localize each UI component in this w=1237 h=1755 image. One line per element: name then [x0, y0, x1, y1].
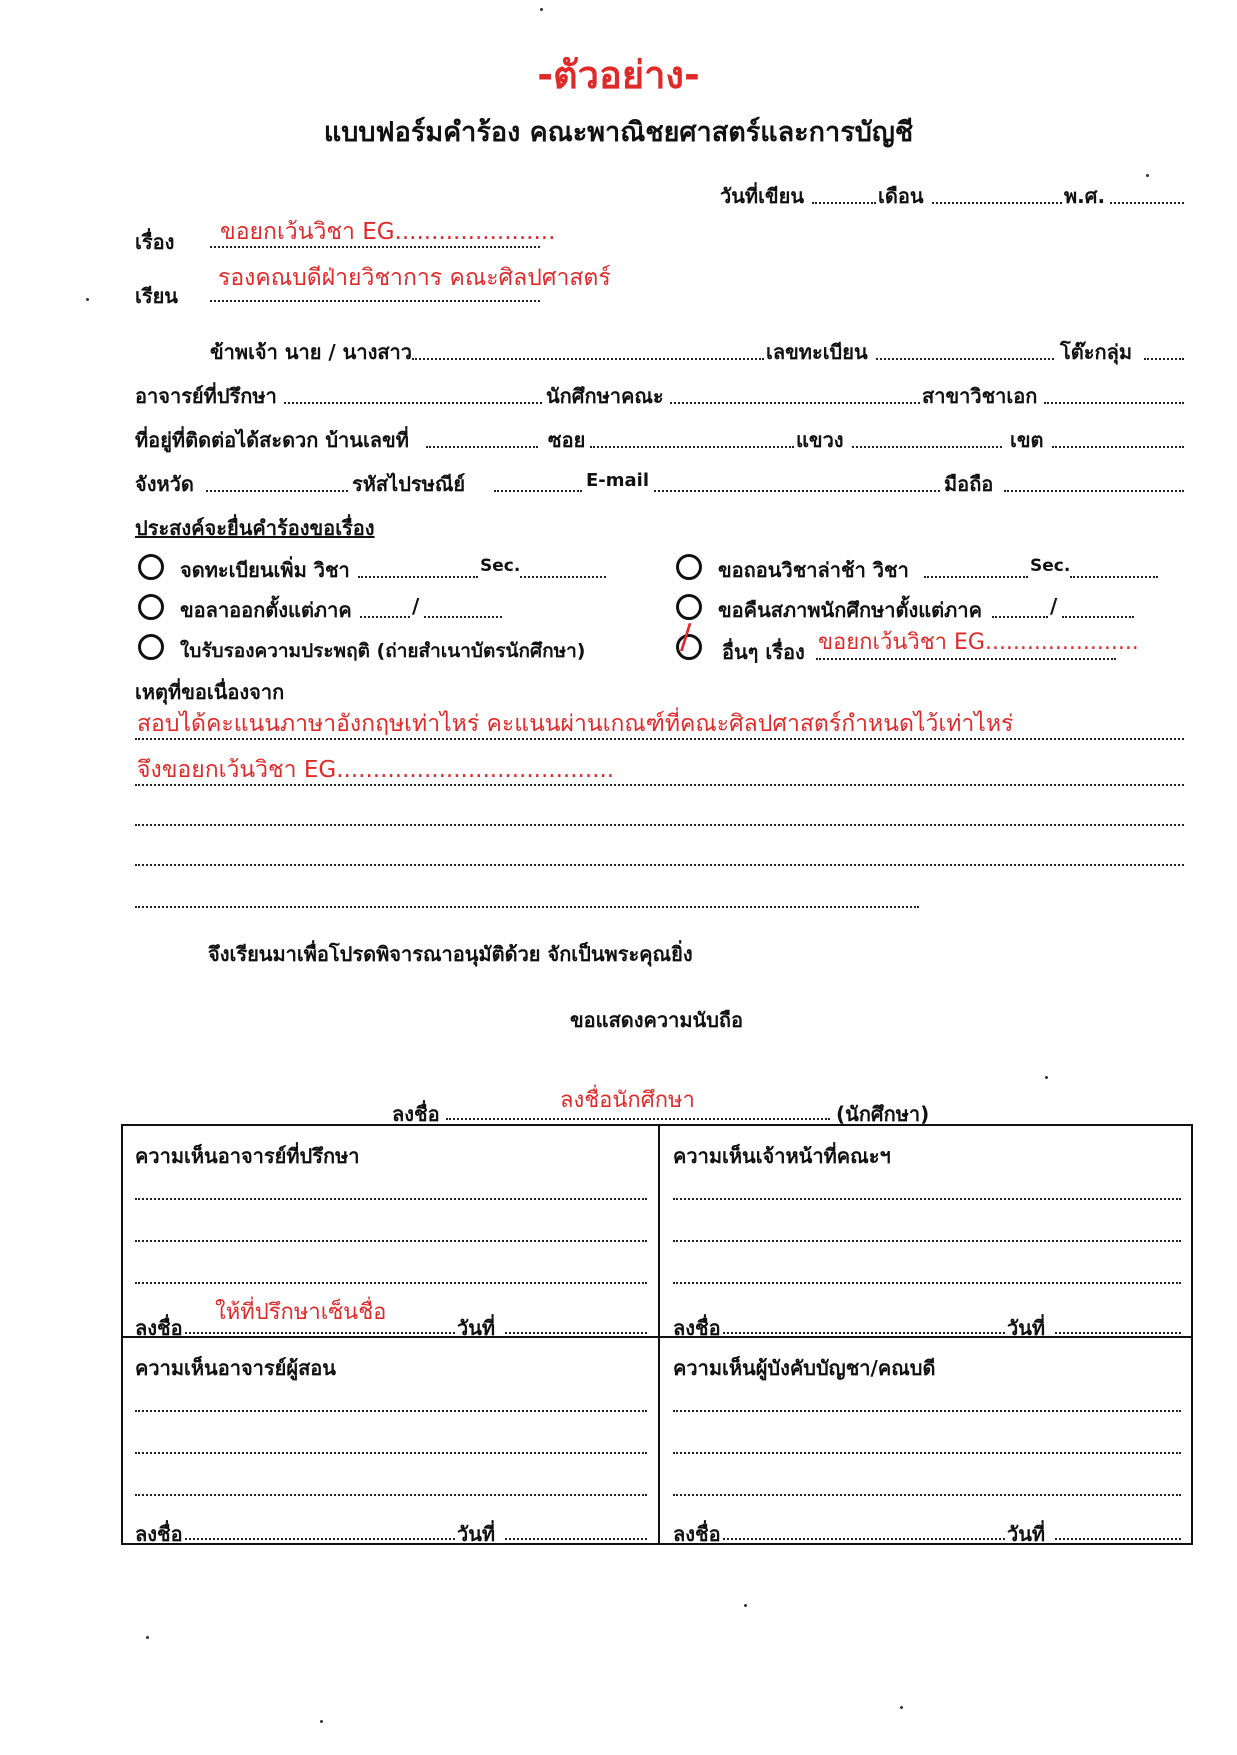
advisor-date-field[interactable]: [505, 1332, 647, 1334]
reason-line-2[interactable]: จึงขอยกเว้นวิชา EG......................................: [137, 757, 615, 783]
reinstate-semester-field[interactable]: [992, 616, 1048, 618]
addressee-value[interactable]: รองคณบดีฝ่ายวิชาการ คณะศิลปศาสตร์: [218, 265, 611, 291]
student-sign-label: ลงชื่อ: [392, 1102, 440, 1126]
dean-opinion-line-2[interactable]: [673, 1452, 1181, 1454]
month-label: เดือน: [878, 184, 924, 208]
form-title: แบบฟอร์มคำร้อง คณะพาณิชยศาสตร์และการบัญชี: [323, 117, 914, 148]
reason-label: เหตุที่ขอเนื่องจาก: [135, 680, 285, 704]
student-role-label: (นักศึกษา): [836, 1102, 930, 1126]
staff-date-field[interactable]: [1055, 1332, 1181, 1334]
student-id-label: เลขทะเบียน: [766, 340, 868, 364]
option-other-field-line: [816, 658, 1116, 660]
reason-line-4-dots[interactable]: [135, 864, 1184, 866]
option-add-course-label: จดทะเบียนเพิ่ม วิชา: [180, 558, 350, 582]
option-other-value[interactable]: ขอยกเว้นวิชา EG......................: [818, 630, 1139, 655]
year-label: พ.ศ.: [1064, 184, 1106, 208]
student-sign-line: [446, 1118, 830, 1120]
option-add-course-radio[interactable]: [138, 554, 164, 580]
written-date-field[interactable]: [812, 202, 876, 204]
name-label: ข้าพเจ้า นาย / นางสาว: [210, 340, 413, 364]
resign-semester-field[interactable]: [360, 616, 410, 618]
sample-heading: -ตัวอย่าง-: [537, 53, 700, 97]
student-signature[interactable]: ลงชื่อนักศึกษา: [560, 1088, 695, 1113]
add-course-field[interactable]: [358, 576, 478, 578]
reinstate-year-field[interactable]: [1062, 616, 1134, 618]
desk-group-field[interactable]: [1144, 358, 1184, 360]
resign-slash: /: [412, 594, 420, 618]
addressee-label: เรียน: [135, 284, 178, 308]
address-label: ที่อยู่ที่ติดต่อได้สะดวก บ้านเลขที่: [135, 428, 409, 452]
staff-opinion-title: ความเห็นเจ้าหน้าที่คณะฯ: [673, 1144, 891, 1168]
scan-speck: [320, 1720, 323, 1723]
dean-opinion-line-1[interactable]: [673, 1410, 1181, 1412]
advisor-opinion-line-1[interactable]: [135, 1198, 647, 1200]
approval-box: [121, 1124, 1193, 1545]
year-field[interactable]: [1110, 202, 1184, 204]
khet-field[interactable]: [1052, 446, 1184, 448]
request-text: จึงเรียนมาเพื่อโปรดพิจารณาอนุมัติด้วย จักเป็นพระคุณยิ่ง: [208, 942, 693, 966]
option-resign-label: ขอลาออกตั้งแต่ภาค: [180, 598, 352, 622]
scan-speck: [1045, 1076, 1048, 1079]
purpose-heading: ประสงค์จะยื่นคำร้องขอเรื่อง: [135, 516, 375, 540]
province-label: จังหวัด: [135, 472, 194, 496]
reason-line-1-dots: [135, 738, 1184, 740]
staff-opinion-line-3[interactable]: [673, 1282, 1181, 1284]
email-label: E-mail: [586, 470, 650, 491]
addressee-field-line: [210, 300, 540, 302]
instructor-opinion-line-3[interactable]: [135, 1494, 647, 1496]
khwaeng-field[interactable]: [852, 446, 1002, 448]
staff-opinion-line-1[interactable]: [673, 1198, 1181, 1200]
checkmark-icon: ∕: [680, 617, 692, 657]
email-field[interactable]: [654, 490, 940, 492]
faculty-label: นักศึกษาคณะ: [546, 384, 664, 408]
resign-year-field[interactable]: [424, 616, 502, 618]
advisor-field[interactable]: [284, 402, 542, 404]
house-number-field[interactable]: [426, 446, 538, 448]
reason-line-3-dots[interactable]: [135, 824, 1184, 826]
khet-label: เขต: [1010, 428, 1044, 452]
subject-value[interactable]: ขอยกเว้นวิชา EG......................: [220, 219, 556, 245]
late-withdraw-field[interactable]: [924, 576, 1028, 578]
subject-field-line: [210, 246, 540, 248]
student-id-field[interactable]: [876, 358, 1054, 360]
dean-opinion-line-3[interactable]: [673, 1494, 1181, 1496]
postcode-field[interactable]: [494, 490, 582, 492]
reason-line-1[interactable]: สอบได้คะแนนภาษาอังกฤษเท่าไหร่ คะแนนผ่านเกณฑ์ที่คณะศิลปศาสตร์กำหนดไว้เท่าไหร่: [137, 711, 1014, 737]
reason-line-5-dots[interactable]: [135, 906, 919, 908]
mobile-field[interactable]: [1004, 490, 1184, 492]
option-conduct-cert-label: ใบรับรองความประพฤติ (ถ่ายสำเนาบัตรนักศึกษา): [180, 640, 586, 662]
staff-opinion-line-2[interactable]: [673, 1240, 1181, 1242]
scan-speck: [146, 1636, 149, 1639]
box-vertical-divider: [658, 1126, 660, 1543]
instructor-sign-line[interactable]: [185, 1538, 455, 1540]
advisor-opinion-title: ความเห็นอาจารย์ที่ปรึกษา: [135, 1144, 360, 1168]
option-reinstate-label: ขอคืนสภาพนักศึกษาตั้งแต่ภาค: [718, 598, 982, 622]
dean-opinion-title: ความเห็นผู้บังคับบัญชา/คณบดี: [673, 1356, 936, 1380]
late-withdraw-sec-field[interactable]: [1070, 576, 1158, 578]
late-withdraw-sec-label: Sec.: [1030, 556, 1071, 576]
major-label: สาขาวิชาเอก: [922, 384, 1038, 408]
postcode-label: รหัสไปรษณีย์: [352, 472, 466, 496]
name-field[interactable]: [412, 358, 764, 360]
instructor-opinion-title: ความเห็นอาจารย์ผู้สอน: [135, 1356, 336, 1380]
scan-speck: [1146, 174, 1149, 177]
staff-date-label: วันที่: [1007, 1316, 1046, 1340]
dean-date-label: วันที่: [1007, 1522, 1046, 1546]
option-other-label: อื่นๆ เรื่อง: [722, 640, 805, 664]
advisor-sign-line: [185, 1332, 455, 1334]
add-course-sec-field[interactable]: [520, 576, 606, 578]
advisor-sign-label: ลงชื่อ: [135, 1316, 183, 1340]
province-field[interactable]: [206, 490, 348, 492]
scan-speck: [540, 8, 543, 11]
advisor-date-label: วันที่: [457, 1316, 496, 1340]
instructor-date-label: วันที่: [457, 1522, 496, 1546]
dean-date-field[interactable]: [1055, 1538, 1181, 1540]
instructor-opinion-line-1[interactable]: [135, 1410, 647, 1412]
instructor-opinion-line-2[interactable]: [135, 1452, 647, 1454]
option-conduct-cert-radio[interactable]: [138, 634, 164, 660]
mobile-label: มือถือ: [944, 472, 994, 496]
major-field[interactable]: [1044, 402, 1184, 404]
soi-label: ซอย: [548, 428, 586, 452]
regards-text: ขอแสดงความนับถือ: [570, 1008, 744, 1032]
option-late-withdraw-label: ขอถอนวิชาล่าช้า วิชา: [718, 558, 909, 582]
month-field[interactable]: [932, 202, 1062, 204]
staff-sign-line[interactable]: [723, 1332, 1005, 1334]
advisor-sign-note[interactable]: ให้ที่ปรึกษาเซ็นชื่อ: [215, 1300, 387, 1325]
option-late-withdraw-radio[interactable]: [676, 554, 702, 580]
soi-field[interactable]: [590, 446, 794, 448]
dean-sign-label: ลงชื่อ: [673, 1522, 721, 1546]
scan-speck: [86, 298, 89, 301]
option-resign-radio[interactable]: [138, 594, 164, 620]
reason-line-2-dots: [135, 784, 1184, 786]
scan-speck: [900, 1706, 903, 1709]
khwaeng-label: แขวง: [796, 428, 844, 452]
scan-speck: [744, 1604, 747, 1607]
advisor-opinion-line-3[interactable]: [135, 1282, 647, 1284]
instructor-date-field[interactable]: [505, 1538, 647, 1540]
add-course-sec-label: Sec.: [480, 556, 521, 576]
staff-sign-label: ลงชื่อ: [673, 1316, 721, 1340]
reinstate-slash: /: [1050, 594, 1058, 618]
desk-group-label: โต๊ะกลุ่ม: [1060, 340, 1133, 364]
faculty-field[interactable]: [670, 402, 920, 404]
subject-label: เรื่อง: [135, 230, 175, 254]
written-date-label: วันที่เขียน: [720, 184, 804, 208]
dean-sign-line[interactable]: [723, 1538, 1005, 1540]
advisor-label: อาจารย์ที่ปรึกษา: [135, 384, 277, 408]
advisor-opinion-line-2[interactable]: [135, 1240, 647, 1242]
instructor-sign-label: ลงชื่อ: [135, 1522, 183, 1546]
